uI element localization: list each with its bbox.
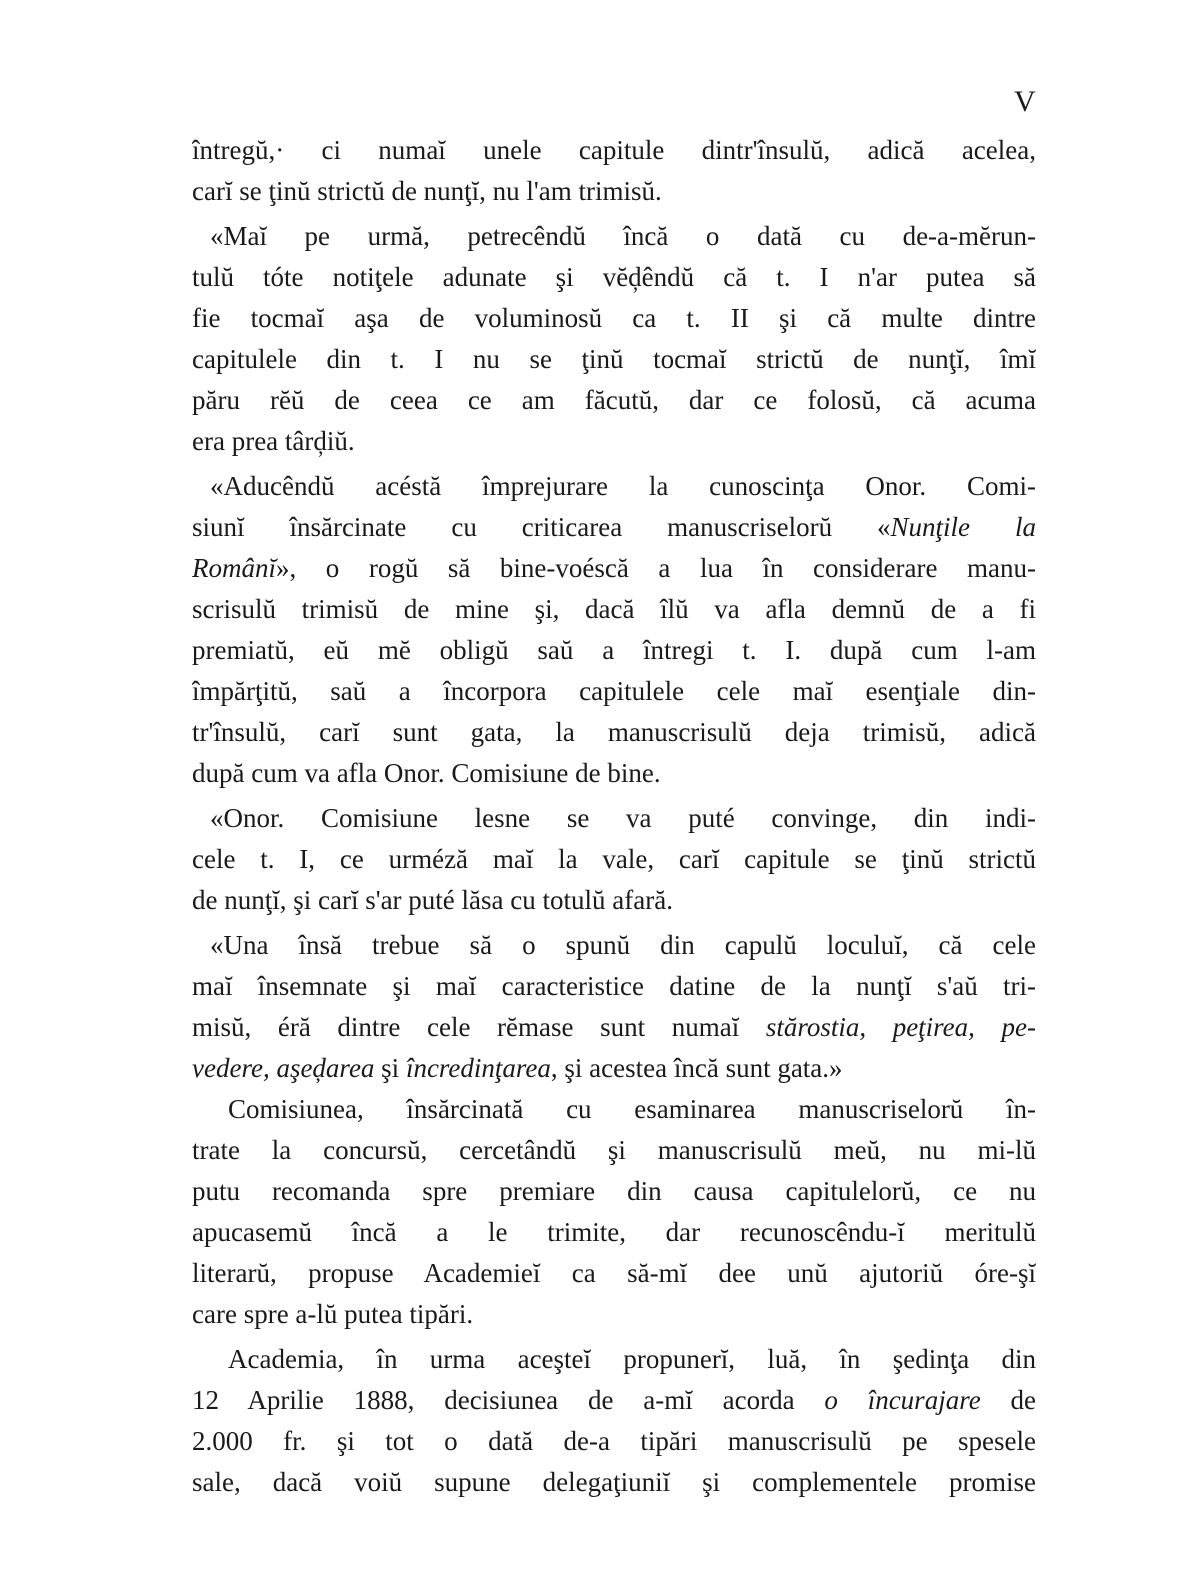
text-line: păru rĕŭ de ceea ce am făcutŭ, dar ce folosŭ, că acuma bbox=[192, 385, 1036, 415]
text-line: tulŭ tóte notiţele adunate şi vĕḑêndŭ că t. I n'ar putea să bbox=[192, 262, 1036, 292]
text-line bbox=[192, 1007, 1036, 1048]
text-line: întregŭ,· ci numaĭ unele capitule dintr'însulŭ, adică acelea, bbox=[192, 135, 1036, 165]
text-segment: , şi acestea încă sunt gata.» bbox=[550, 1053, 843, 1083]
text-line: 2.000 fr. şi tot o dată de-a tipări manuscrisulŭ pe spesele bbox=[192, 1426, 1036, 1456]
text-line: sale, dacă voiŭ supune delegaţiuniĭ şi complementele promise bbox=[192, 1467, 1036, 1497]
text-segment: siunĭ însărcinate cu criticarea manuscriselorŭ « bbox=[192, 512, 891, 542]
text-line: era prea târḑiŭ. bbox=[192, 426, 355, 456]
italic-term: stărostia, peţirea, pe- bbox=[765, 1012, 1036, 1042]
italic-title: Românĭ bbox=[192, 553, 276, 583]
text-line: cele t. I, ce urméză maĭ la vale, carĭ capitule se ţinŭ strictŭ bbox=[192, 844, 1036, 874]
text-line: literarŭ, propuse Academieĭ ca să-mĭ dee unŭ ajutoriŭ óre-şĭ bbox=[192, 1258, 1036, 1288]
text-line: Academia, în urma aceşteĭ propunerĭ, luă, în şedinţa din bbox=[228, 1344, 1036, 1374]
text-line: scrisulŭ trimisŭ de mine şi, dacă îlŭ va afla demnŭ de a fi bbox=[192, 594, 1036, 624]
italic-term: vedere, aşeḑarea bbox=[192, 1053, 375, 1083]
text-line: maĭ însemnate şi maĭ caracteristice datine de la nunţĭ s'aŭ tri- bbox=[192, 971, 1036, 1001]
text-segment: », o rogŭ să bine-voéscă a lua în considerare manu- bbox=[276, 553, 1036, 583]
body-text bbox=[192, 130, 1036, 1503]
text-line bbox=[192, 507, 1036, 548]
text-line: carĭ se ţinŭ strictŭ de nunţĭ, nu l'am trimisŭ. bbox=[192, 176, 662, 206]
italic-term: o încurajare bbox=[824, 1385, 981, 1415]
italic-title: Nunţile la bbox=[890, 512, 1036, 542]
text-line bbox=[192, 1380, 1036, 1421]
text-line: care spre a-lŭ putea tipări. bbox=[192, 1299, 474, 1329]
text-line: putu recomanda spre premiare din causa capitulelorŭ, ce nu bbox=[192, 1176, 1036, 1206]
text-segment: şi bbox=[374, 1053, 406, 1083]
text-line: premiatŭ, eŭ mĕ obligŭ saŭ a întregi t. I. după cum l-am bbox=[192, 635, 1036, 665]
text-line: «Onor. Comisiune lesne se va puté convinge, din indi- bbox=[210, 803, 1036, 833]
text-line: trate la concursŭ, cercetândŭ şi manuscrisulŭ meŭ, nu mi-lŭ bbox=[192, 1135, 1036, 1165]
text-line: capitulele din t. I nu se ţinŭ tocmaĭ strictŭ de nunţĭ, îmĭ bbox=[192, 344, 1036, 374]
text-line: de nunţĭ, şi carĭ s'ar puté lăsa cu totulŭ afară. bbox=[192, 885, 673, 915]
text-segment: 12 Aprilie 1888, decisiunea de a-mĭ acorda bbox=[192, 1385, 825, 1415]
page-number: V bbox=[1014, 85, 1036, 118]
text-line: «Aducêndŭ acéstă împrejurare la cunoscinţa Onor. Comi- bbox=[210, 471, 1036, 501]
text-line: «Una însă trebue să o spunŭ din capulŭ loculuĭ, că cele bbox=[210, 930, 1036, 960]
text-segment: de bbox=[980, 1385, 1036, 1415]
text-line: fie tocmaĭ aşa de voluminosŭ ca t. II şi că multe dintre bbox=[192, 303, 1036, 333]
text-line: apucasemŭ încă a le trimite, dar recunoscêndu-ĭ meritulŭ bbox=[192, 1217, 1036, 1247]
text-line: Comisiunea, însărcinată cu esaminarea manuscriselorŭ în- bbox=[228, 1094, 1036, 1124]
text-line bbox=[192, 1048, 1036, 1089]
text-line: tr'însulŭ, carĭ sunt gata, la manuscrisulŭ deja trimisŭ, adică bbox=[192, 717, 1036, 747]
text-segment: misŭ, éră dintre cele rĕmase sunt numaĭ bbox=[192, 1012, 766, 1042]
text-line: după cum va afla Onor. Comisiune de bine. bbox=[192, 758, 661, 788]
text-line: împărţitŭ, saŭ a încorpora capitulele cele maĭ esenţiale din- bbox=[192, 676, 1036, 706]
text-line: «Maĭ pe urmă, petrecêndŭ încă o dată cu de-a-mĕrun- bbox=[210, 221, 1036, 251]
italic-term: încredinţarea bbox=[405, 1053, 551, 1083]
text-line bbox=[192, 548, 1036, 589]
